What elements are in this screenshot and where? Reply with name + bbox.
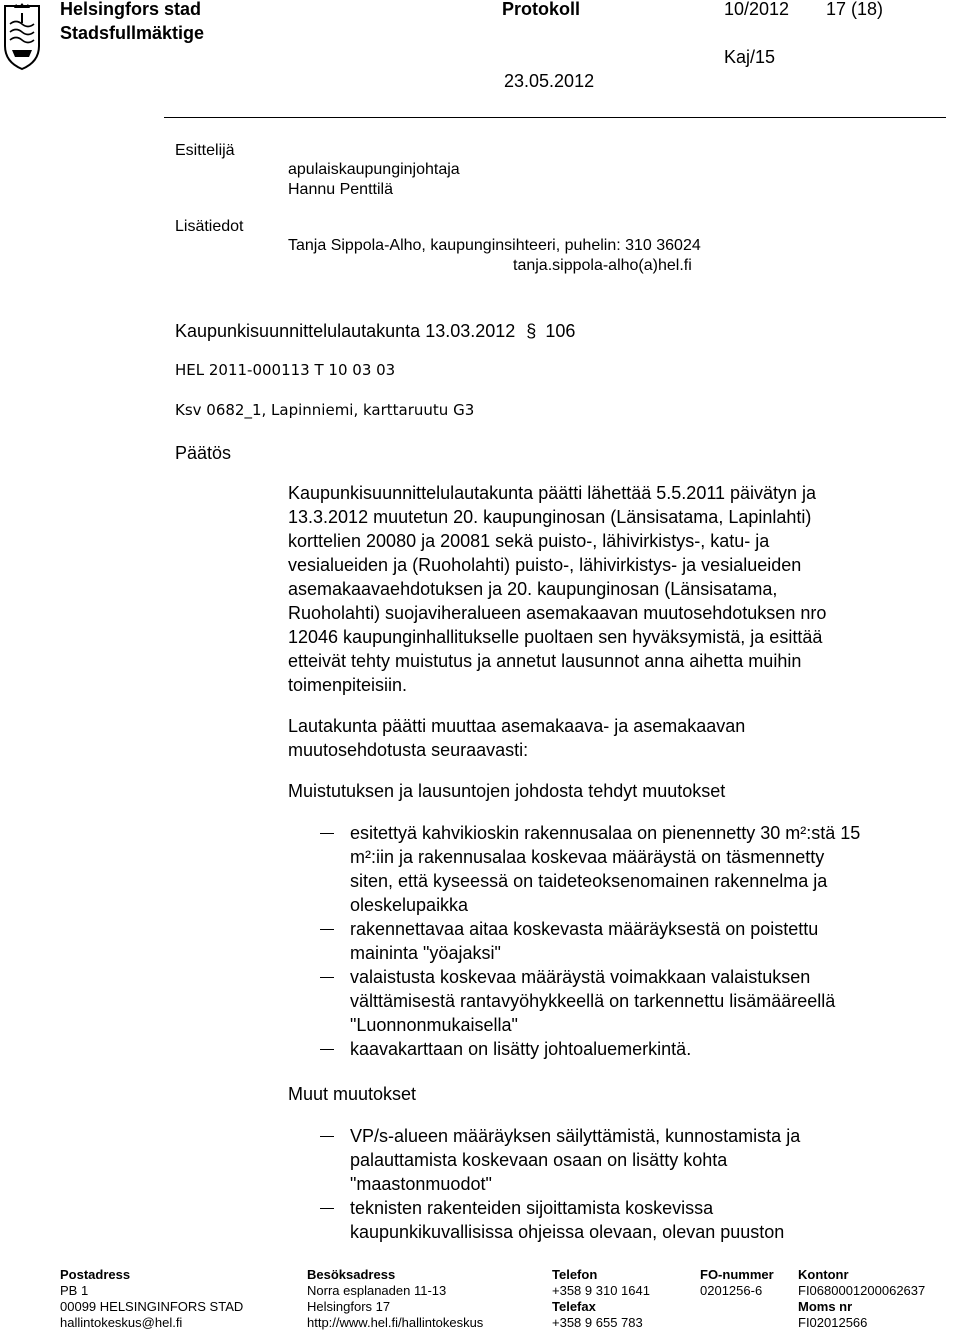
footer-label: Kontonr (798, 1267, 849, 1282)
decision-label: Päätös (175, 443, 232, 463)
paragraph-line: muutosehdotusta seuraavasti: (288, 740, 529, 760)
item-line: oleskelupaikka (350, 895, 469, 915)
info-label: Lisätiedot (175, 218, 244, 235)
list-item (288, 917, 948, 965)
dash-marker (320, 833, 334, 834)
case-subject: Ksv 0682_1, Lapinniemi, karttaruutu G3 (175, 401, 475, 419)
paragraph-line: Ruoholahti) suojaviheralueen asemakaavan muutosehdotuksen nro (288, 603, 827, 623)
other-changes-list (288, 1124, 948, 1244)
item-line: maininta "yöajaksi" (350, 943, 501, 963)
presenter-title: apulaiskaupunginjohtaja (288, 161, 460, 178)
item-line: kaupunkikuvallisissa ohjeissa olevaan, olevan puuston (350, 1222, 785, 1242)
section-sign: § (526, 321, 537, 341)
other-changes-heading: Muut muutokset (288, 1084, 417, 1104)
dash-marker (320, 929, 334, 930)
footer-postal (60, 1267, 243, 1331)
amendment-intro (288, 714, 948, 762)
list-item (288, 1124, 948, 1196)
footer-value: 00099 HELSINGINFORS STAD (60, 1299, 244, 1314)
paragraph-line: Kaupunkisuunnittelulautakunta päätti lähettää 5.5.2011 päivätyn ja (288, 483, 817, 503)
meeting-reference (175, 319, 575, 343)
meeting-date: 23.05.2012 (504, 71, 595, 91)
footer-visit (307, 1267, 483, 1331)
footer-label: Moms nr (798, 1299, 853, 1314)
footer-phone (552, 1267, 650, 1331)
item-line: VP/s-alueen määräyksen säilyttämistä, kunnostamista ja (350, 1126, 801, 1146)
protocol-number: 10/2012 (724, 0, 790, 19)
list-item (288, 1037, 948, 1061)
dash-marker (320, 1136, 334, 1137)
item-line: esitettyä kahvikioskin rakennusalaa on pienennetty 30 m²:stä 15 (350, 823, 861, 843)
list-item (288, 965, 948, 1037)
header-divider (164, 117, 946, 118)
contact-line: Tanja Sippola-Alho, kaupunginsihteeri, puhelin: 310 36024 (288, 237, 701, 254)
paragraph-line: Lautakunta päätti muuttaa asemakaava- ja asemakaavan (288, 716, 746, 736)
dash-marker (320, 1049, 334, 1050)
footer-label: Postadress (60, 1267, 131, 1282)
footer-value: PB 1 (60, 1283, 89, 1298)
changes-list (288, 821, 948, 1061)
item-line: teknisten rakenteiden sijoittamista koskevissa (350, 1198, 714, 1218)
org-name: Helsingfors stad (60, 0, 202, 19)
paragraph-line: 13.3.2012 muutetun 20. kaupunginosan (Länsisatama, Lapinlahti) (288, 507, 812, 527)
footer-account (798, 1267, 925, 1331)
footer-value: Norra esplanaden 11-13 (307, 1283, 447, 1298)
paragraph-line: toimenpiteisiin. (288, 675, 408, 695)
changes-heading: Muistutuksen ja lausuntojen johdosta tehdyt muutokset (288, 781, 726, 801)
item-line: valaistusta koskevaa määräystä voimakkaan valaistuksen (350, 967, 811, 987)
meeting-name: Kaupunkisuunnittelulautakunta 13.03.2012 (175, 321, 516, 341)
presenter-label: Esittelijä (175, 142, 235, 159)
council-name: Stadsfullmäktige (60, 23, 205, 43)
helsinki-crest-icon (2, 2, 42, 72)
footer-label: Telefax (552, 1299, 596, 1314)
decision-paragraph (288, 481, 948, 697)
footer-value: Helsingfors 17 (307, 1299, 391, 1314)
footer-fo (700, 1267, 774, 1299)
footer-value: FI02012566 (798, 1315, 868, 1330)
footer-value: +358 9 655 783 (552, 1315, 643, 1330)
list-item (288, 821, 948, 917)
item-line: välttämisestä rantavyöhykkeellä on tarkennettu lisämääreellä (350, 991, 836, 1011)
paragraph-line: etteivät tehty muistutus ja annetut lausunnot anna aihetta muihin (288, 651, 802, 671)
paragraph-line: korttelien 20080 ja 20081 sekä puisto-, lähivirkistys-, katu- ja (288, 531, 770, 551)
footer-value: FI0680001200062637 (798, 1283, 926, 1298)
item-line: siten, että kyseessä on taideteoksenomainen rakennelma ja (350, 871, 828, 891)
footer-value: 0201256-6 (700, 1283, 763, 1298)
section-number: 106 (545, 321, 576, 341)
case-id: HEL 2011-000113 T 10 03 03 (175, 361, 396, 379)
dash-marker (320, 977, 334, 978)
paragraph-line: 12046 kaupunginhallitukselle puoltaen sen hyväksymistä, ja esittää (288, 627, 823, 647)
footer-label: FO-nummer (700, 1267, 774, 1282)
list-item (288, 1196, 948, 1244)
item-line: "maastonmuodot" (350, 1174, 492, 1194)
paragraph-line: vesialueiden ja (Ruoholahti) puisto-, lähivirkistys- ja vesialueiden (288, 555, 802, 575)
contact-email: tanja.sippola-alho(a)hel.fi (513, 257, 692, 274)
section-id: Kaj/15 (724, 47, 776, 67)
footer-label: Telefon (552, 1267, 598, 1282)
footer-label: Besöksadress (307, 1267, 396, 1282)
footer-link: http://www.hel.fi/hallintokeskus (307, 1315, 484, 1330)
doc-type: Protokoll (502, 0, 581, 19)
paragraph-line: asemakaavaehdotuksen ja 20. kaupunginosan (Länsisatama, (288, 579, 778, 599)
item-line: palauttamista koskevaan osaan on lisätty kohta (350, 1150, 728, 1170)
item-line: rakennettavaa aitaa koskevasta määräyksestä on poistettu (350, 919, 819, 939)
dash-marker (320, 1208, 334, 1209)
item-line: kaavakarttaan on lisätty johtoaluemerkintä. (350, 1039, 692, 1059)
footer-email: hallintokeskus@hel.fi (60, 1315, 183, 1330)
item-line: "Luonnonmukaisella" (350, 1015, 518, 1035)
footer-value: +358 9 310 1641 (552, 1283, 650, 1298)
page-number: 17 (18) (826, 0, 884, 19)
item-line: m²:iin ja rakennusalaa koskevaa määräystä on täsmennetty (350, 847, 825, 867)
presenter-name: Hannu Penttilä (288, 181, 393, 198)
